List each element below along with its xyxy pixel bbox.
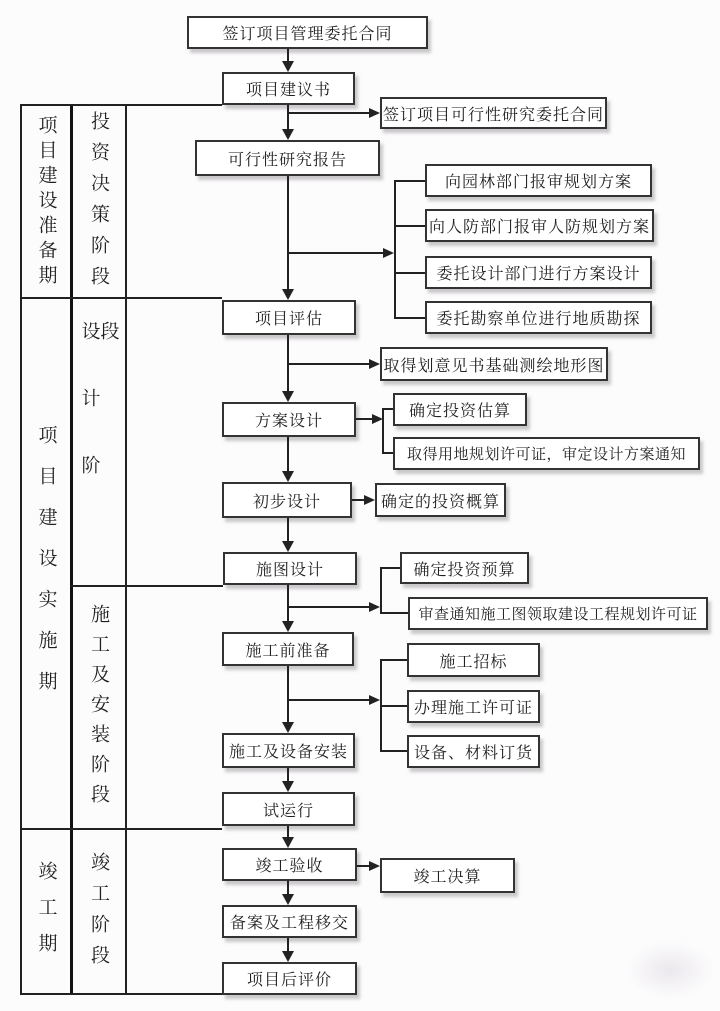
- connector-line: [356, 418, 372, 420]
- arrow-down-icon: [282, 61, 294, 72]
- arrow-down-icon: [282, 621, 294, 632]
- side-box-entrust-survey-unit: 委托勘察单位进行地质勘探: [425, 301, 652, 334]
- side-box-drawing-review-planning-permit: 审查通知施工图领取建设工程规划许可证: [408, 597, 708, 630]
- connector-line: [287, 881, 289, 894]
- flow-box-preliminary-design: 初步设计: [222, 482, 352, 518]
- flow-box-pre-construction-prep: 施工前准备: [222, 632, 354, 666]
- arrow-down-icon: [282, 129, 294, 140]
- table-border-bottom: [20, 993, 222, 995]
- connector-line: [380, 567, 400, 569]
- side-box-investment-estimate: 确定投资估算: [393, 393, 527, 426]
- side-box-sign-feasibility-contract: 签订项目可行性研究委托合同: [380, 97, 607, 129]
- arrow-down-icon: [282, 471, 294, 482]
- stage-cell-completion: 竣工阶段: [88, 851, 110, 976]
- connector-line: [380, 612, 408, 614]
- connector-line: [287, 252, 383, 254]
- arrow-down-icon: [282, 781, 294, 792]
- flow-box-feasibility-report: 可行性研究报告: [195, 140, 380, 176]
- flow-box-project-evaluation: 项目评估: [222, 300, 356, 335]
- connector-line: [394, 180, 425, 182]
- connector-line: [287, 49, 289, 61]
- side-box-report-civil-defense: 向人防部门报审人防规划方案: [425, 209, 654, 242]
- phase-cell-preparation-period: 项目建设准备期: [35, 114, 58, 290]
- flow-box-filing-handover: 备案及工程移交: [222, 905, 357, 938]
- arrow-right-icon: [369, 108, 380, 118]
- arrow-right-icon: [369, 602, 380, 612]
- connector-line: [380, 705, 407, 707]
- stage-cell-design: 设计阶段: [78, 321, 120, 522]
- side-box-construction-bidding: 施工招标: [407, 643, 540, 677]
- flow-box-construction-equipment-install: 施工及设备安装: [222, 733, 355, 768]
- arrow-down-icon: [282, 894, 294, 905]
- connector-line: [352, 499, 364, 501]
- flow-box-scheme-design: 方案设计: [222, 402, 356, 437]
- connector-line: [287, 176, 289, 289]
- connector-line: [380, 750, 407, 752]
- arrow-down-icon: [282, 951, 294, 962]
- connector-line: [380, 659, 407, 661]
- arrow-right-icon: [364, 495, 375, 505]
- side-box-construction-permit: 办理施工许可证: [407, 690, 540, 723]
- connector-line: [357, 865, 369, 867]
- stage-cell-investment-decision: 投资决策阶段: [88, 110, 110, 297]
- phase-cell-implementation-period: 项目建设实施期: [35, 424, 58, 712]
- side-box-entrust-design-dept: 委托设计部门进行方案设计: [425, 256, 652, 289]
- flow-box-post-evaluation: 项目后评价: [222, 962, 357, 995]
- connector-line: [382, 408, 384, 454]
- connector-line: [287, 112, 369, 114]
- connector-line: [287, 105, 289, 129]
- arrow-down-icon: [282, 289, 294, 300]
- flow-box-project-proposal: 项目建议书: [222, 72, 355, 105]
- connector-line: [287, 518, 289, 541]
- arrow-right-icon: [383, 248, 394, 258]
- arrow-down-icon: [282, 837, 294, 848]
- connector-line: [394, 272, 425, 274]
- connector-line: [287, 768, 289, 781]
- flow-box-completion-acceptance: 竣工验收: [222, 848, 357, 881]
- connector-line: [382, 408, 393, 410]
- connector-line: [394, 180, 396, 319]
- connector-line: [394, 225, 425, 227]
- side-box-equipment-material-order: 设备、材料订货: [407, 735, 540, 768]
- arrow-right-icon: [369, 695, 380, 705]
- side-box-obtain-opinion-survey-map: 取得划意见书基础测绘地形图: [380, 347, 608, 381]
- connector-line: [287, 666, 289, 722]
- side-box-report-garden-dept: 向园林部门报审规划方案: [425, 164, 652, 197]
- connector-line: [287, 699, 369, 701]
- arrow-down-icon: [282, 722, 294, 733]
- arrow-right-icon: [369, 861, 380, 871]
- connector-line: [287, 363, 369, 365]
- flow-box-trial-run: 试运行: [222, 792, 355, 826]
- connector-line: [287, 437, 289, 471]
- phase-cell-completion-period: 竣工期: [35, 860, 58, 969]
- connector-line: [380, 567, 382, 614]
- arrow-right-icon: [369, 359, 380, 369]
- flow-box-working-drawing-design: 施图设计: [223, 552, 357, 585]
- flow-box-sign-management-contract: 签订项目管理委托合同: [187, 16, 428, 49]
- connector-line: [287, 606, 369, 608]
- side-box-final-accounts: 竣工决算: [380, 858, 515, 893]
- watermark: [625, 940, 715, 1000]
- connector-line: [287, 938, 289, 951]
- connector-line: [287, 585, 289, 621]
- connector-line: [394, 317, 425, 319]
- side-box-land-permit-design-notice: 取得用地规划许可证，审定设计方案通知: [393, 437, 700, 470]
- arrow-down-icon: [282, 541, 294, 552]
- side-box-investment-budget: 确定投资预算: [400, 552, 529, 584]
- side-box-approved-investment-budget: 确定的投资概算: [375, 483, 506, 517]
- stage-cell-construction-install: 施工及安装阶段: [88, 604, 110, 815]
- connector-line: [382, 452, 393, 454]
- arrow-down-icon: [282, 391, 294, 402]
- connector-line: [287, 826, 289, 837]
